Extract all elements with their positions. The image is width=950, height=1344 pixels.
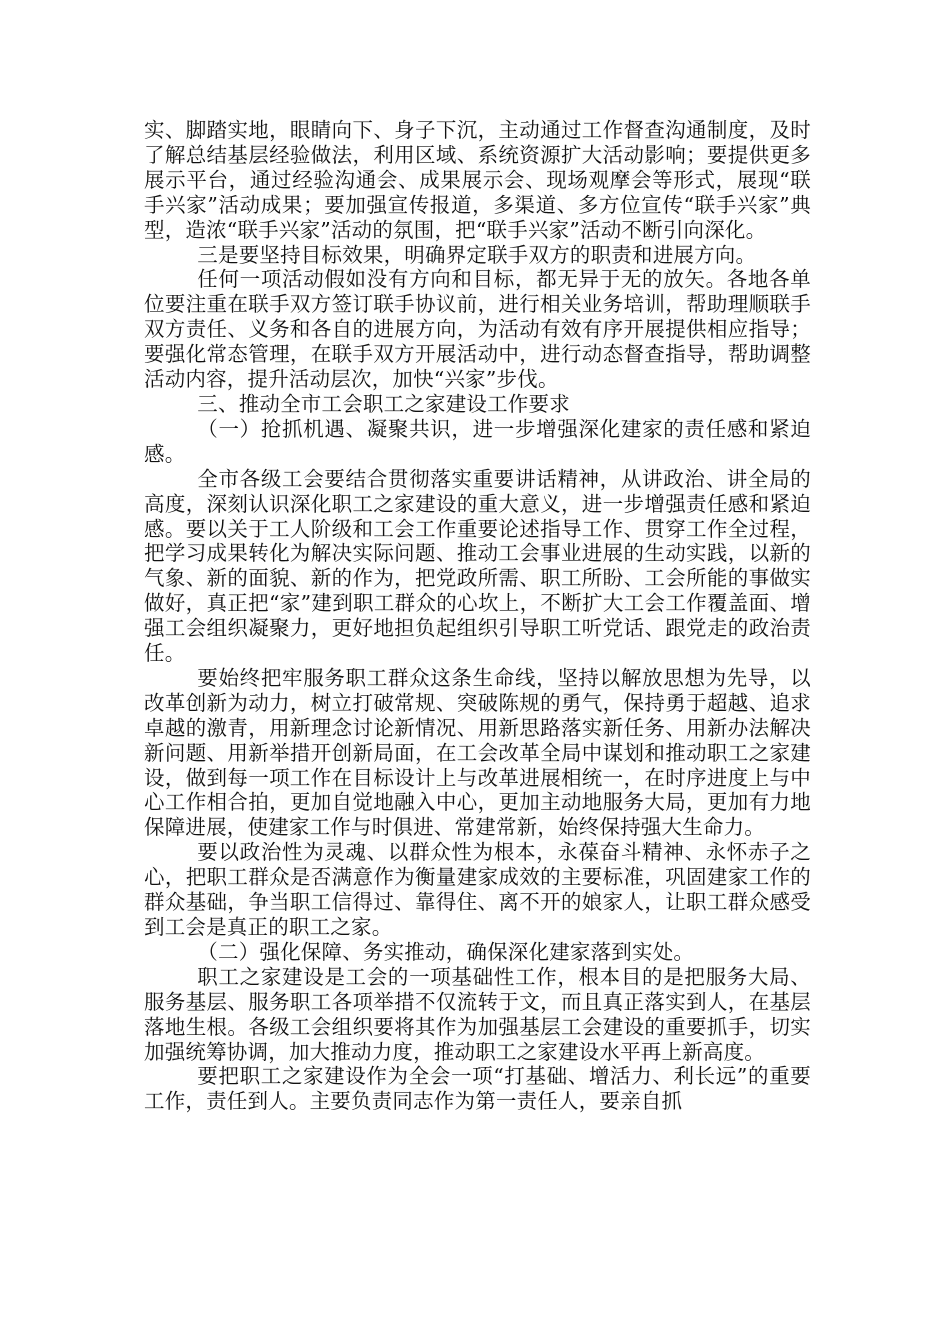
paragraph-continued: 实、脚踏实地，眼睛向下、身子下沉，主动通过工作督查沟通制度，及时了解总结基层经验做法，利用区域、系统资源扩大活动影响；要提供更多展示平台，通过经验沟通会、成果展示会、现场观摩会等形式，展现“联手兴家”活动成果；要加强宣传报道，多渠道、多方位宣传“联手兴家”典型，造浓“联手兴家”活动的氛围，把“联手兴家”活动不断引向深化。 xyxy=(144,118,811,242)
paragraph: 职工之家建设是工会的一项基础性工作，根本目的是把服务大局、服务基层、服务职工各项举措不仅流转于文，而且真正落实到人，在基层落地生根。各级工会组织要将其作为加强基层工会建设的重要抓手，切实加强统筹协调，加大推动力度，推动职工之家建设水平再上新高度。 xyxy=(144,964,811,1064)
subsection-heading: （一）抢抓机遇、凝聚共识，进一步增强深化建家的责任感和紧迫感。 xyxy=(144,416,811,466)
paragraph: 任何一项活动假如没有方向和目标，都无异于无的放矢。各地各单位要注重在联手双方签订联手协议前，进行相关业务培训，帮助理顺联手双方责任、义务和各自的进展方向，为活动有效有序开展提供相应指导；要强化常态管理，在联手双方开展活动中，进行动态督查指导，帮助调整活动内容，提升活动层次，加快“兴家”步伐。 xyxy=(144,267,811,392)
document-body xyxy=(144,118,811,1114)
paragraph: 要把职工之家建设作为全会一项“打基础、增活力、利长远”的重要工作，责任到人。主要负责同志作为第一责任人，要亲自抓 xyxy=(144,1064,811,1114)
subsection-heading: （二）强化保障、务实推动，确保深化建家落到实处。 xyxy=(197,939,695,964)
paragraph: 要以政治性为灵魂、以群众性为根本，永葆奋斗精神、永怀赤子之心，把职工群众是否满意作为衡量建家成效的主要标准，巩固建家工作的群众基础，争当职工信得过、靠得住、离不开的娘家人，让职工群众感受到工会是真正的职工之家。 xyxy=(144,840,811,939)
paragraph: 全市各级工会要结合贯彻落实重要讲话精神，从讲政治、讲全局的高度，深刻认识深化职工之家建设的重大意义，进一步增强责任感和紧迫感。要以关于工人阶级和工会工作重要论述指导工作、贯穿工作全过程，把学习成果转化为解决实际问题、推动工会事业进展的生动实践，以新的气象、新的面貌、新的作为，把党政所需、职工所盼、工会所能的事做实做好，真正把“家”建到职工群众的心坎上，不断扩大工会工作覆盖面、增强工会组织凝聚力，更好地担负起组织引导职工听党话、跟党走的政治责任。 xyxy=(144,466,811,666)
paragraph: 要始终把牢服务职工群众这条生命线，坚持以解放思想为先导，以改革创新为动力，树立打破常规、突破陈规的勇气，保持勇于超越、追求卓越的激青，用新理念讨论新情况、用新思路落实新任务、用新办法解决新问题、用新举措开创新局面，在工会改革全局中谋划和推动职工之家建设，做到每一项工作在目标设计上与改革进展相统一，在时序进度上与中心工作相合拍，更加自觉地融入中心，更加主动地服务大局，更加有力地保障进展，使建家工作与时俱进、常建常新，始终保持强大生命力。 xyxy=(144,665,811,840)
paragraph-goal-heading: 三是要坚持目标效果，明确界定联手双方的职责和进展方向。 xyxy=(197,242,757,267)
section-heading: 三、推动全市工会职工之家建设工作要求 xyxy=(197,391,570,416)
